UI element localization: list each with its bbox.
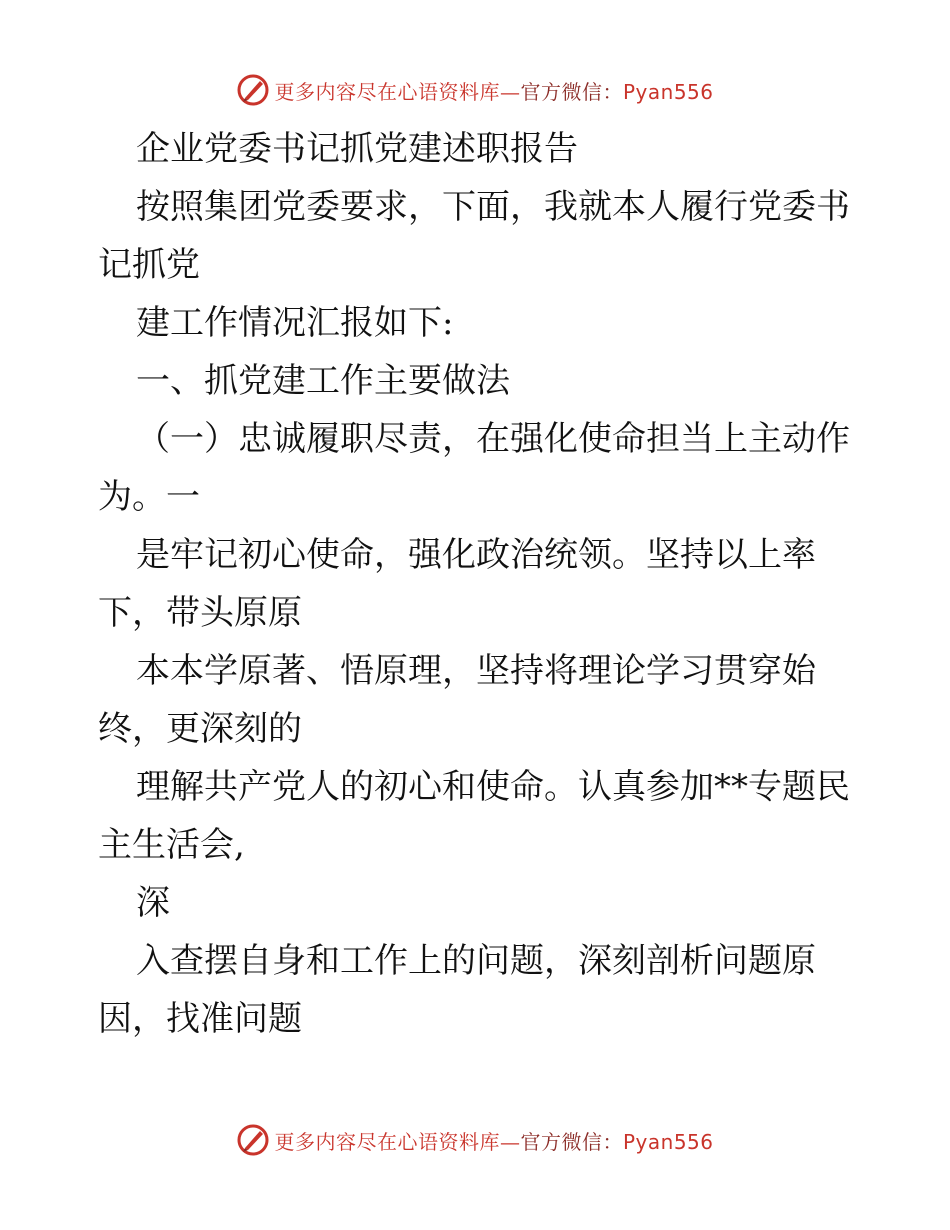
paragraph-line: 理解共产党人的初心和使命。认真参加**专题民 [136, 767, 850, 807]
paragraph-line: 本本学原著、悟原理，坚持将理论学习贯穿始 [136, 651, 816, 691]
banner-wechat-id: Pyan556 [622, 79, 714, 104]
banner-dash: — [499, 79, 521, 104]
footer-banner [0, 1120, 950, 1160]
document-title: 企业党委书记抓党建述职报告 [136, 129, 578, 169]
paragraph-line: 一、抓党建工作主要做法 [136, 361, 510, 401]
pen-logo-icon [236, 1123, 270, 1157]
paragraph-line: 按照集团党委要求，下面，我就本人履行党委书 [136, 187, 850, 227]
banner-text [274, 76, 713, 105]
paragraph-line: 下，带头原原 [98, 593, 302, 633]
paragraph-line: 是牢记初心使命，强化政治统领。坚持以上率 [136, 535, 816, 575]
banner-main-text: 更多内容尽在心语资料库 [274, 79, 500, 104]
paragraph-line: 因，找准问题 [98, 999, 302, 1039]
banner-official-label: 官方微信： [520, 79, 623, 104]
paragraph-line: 记抓党 [98, 245, 200, 285]
banner-text [274, 1126, 713, 1155]
banner-official-label: 官方微信： [520, 1129, 623, 1154]
paragraph-line: 入查摆自身和工作上的问题，深刻剖析问题原 [136, 941, 816, 981]
pen-logo-icon [236, 73, 270, 107]
paragraph-line: 终，更深刻的 [98, 709, 302, 749]
banner-wechat-id: Pyan556 [622, 1129, 714, 1154]
paragraph-line: （一）忠诚履职尽责，在强化使命担当上主动作 [136, 419, 850, 459]
banner-dash: — [499, 1129, 521, 1154]
paragraph-line: 为。一 [98, 477, 200, 517]
paragraph-line: 深 [136, 883, 170, 923]
paragraph-line: 主生活会, [98, 825, 245, 865]
document-body [98, 120, 858, 1048]
banner-main-text: 更多内容尽在心语资料库 [274, 1129, 500, 1154]
header-banner [0, 70, 950, 110]
paragraph-line: 建工作情况汇报如下: [136, 303, 454, 343]
